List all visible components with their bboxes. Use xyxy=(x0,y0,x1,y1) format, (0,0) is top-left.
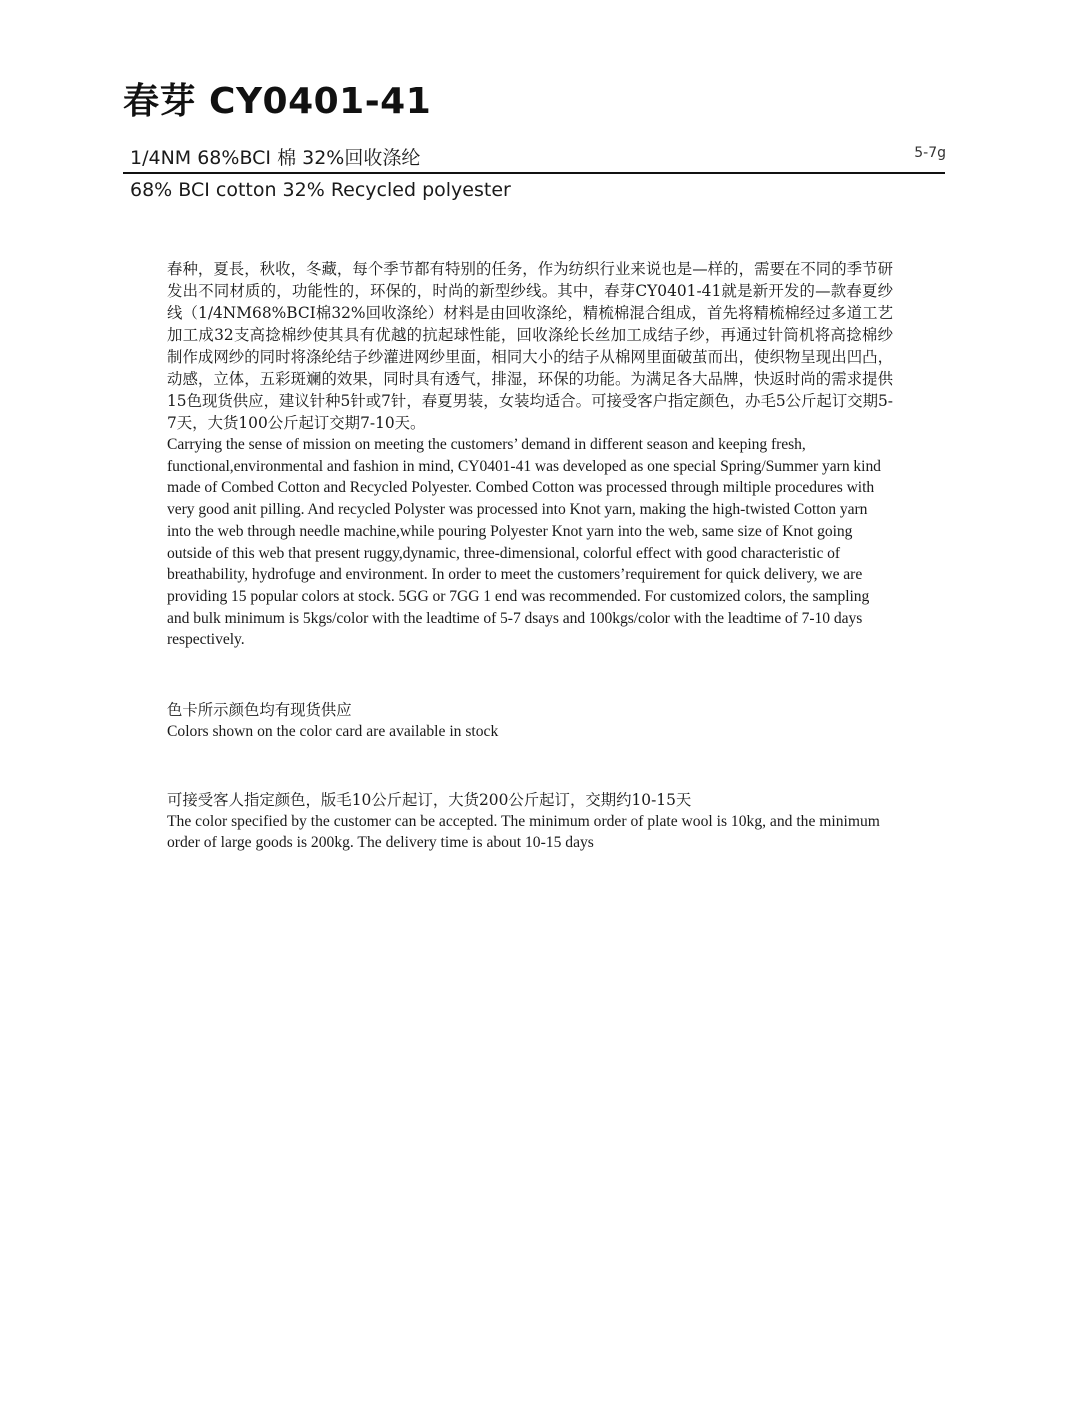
custom-note-en: The color specified by the customer can be accepted. The minimum order of plate wool is 10kg, and the minimum order of large goods is 200kg. The delivery time is about 10-15 days xyxy=(167,812,880,852)
header-divider xyxy=(123,172,945,174)
page-title: 春芽 CY0401-41 xyxy=(123,81,432,122)
stock-note-en: Colors shown on the color card are available in stock xyxy=(167,723,499,741)
description-en: Carrying the sense of mission on meeting the customers’ demand in different season and keeping fresh, functional,environmental and fashion in mind, CY0401-41 was developed as one special Spring/Summer yarn kind made of Combed Cotton and Recycled Polyester. Combed Cotton was processed through miltiple procedures with very good anit pilling. And recycled Polyster was processed into Knot yarn, making the high-twisted Cotton yarn into the web through needle machine,while pouring Polyester Knot yarn into the web, same size of Knot going outside of this web that present ruggy,dynamic, three-dimensional, colorful effect with good characteristic of breathability, hydrofuge and environment. In order to meet the customers’requirement for quick delivery, we are providing 15 popular colors at stock. 5GG or 7GG 1 end was recommended. For customized colors, the sampling and bulk minimum is 5kgs/color with the leadtime of 5-7 dsays and 100kgs/color with the leadtime of 7-10 days respectively. xyxy=(167,436,881,649)
spacer xyxy=(167,743,893,789)
stock-note-cn: 色卡所示颜色均有现货供应 xyxy=(167,701,352,720)
description-cn: 春种，夏長，秋收，冬藏，每个季节都有特别的任务，作为纺织行业来说也是—样的，需要在不同的季节研发出不同材质的，功能性的，环保的，时尚的新型纱线。其中，春芽CY0401-41就是新开发的—款春夏纱线（1/4NM68%BCI棉32%回收涤纶）材料是由回收涤纶，精梳棉混合组成，首先将精梳棉经过多道工艺加工成32支高捻棉纱使其具有优越的抗起球性能，回收涤纶长丝加工成结子纱，再通过针筒机将高捻棉纱制作成网纱的同时将涤纶结子纱灌进网纱里面，相同大小的结子从棉网里面破茧而出，使织物呈现出凹凸，动感，立体，五彩斑斓的效果，同时具有透气，排湿，环保的功能。为满足各大品牌，快返时尚的需求提供15色现货供应，建议针种5针或7针，春夏男装，女装均适合。可接受客户指定颜色，办毛5公斤起订交期5-7天，大货100公斤起订交期7-10天。 xyxy=(167,260,893,432)
composition-subtitle-en: 68% BCI cotton 32% Recycled polyester xyxy=(130,179,511,201)
spacer xyxy=(167,651,893,699)
weight-label: 5-7g xyxy=(914,145,946,161)
document-body xyxy=(167,258,893,854)
composition-subtitle-cn: 1/4NM 68%BCI 棉 32%回收涤纶 xyxy=(130,147,421,169)
custom-note-cn: 可接受客人指定颜色，版毛10公斤起订，大货200公斤起订，交期约10-15天 xyxy=(167,790,692,809)
